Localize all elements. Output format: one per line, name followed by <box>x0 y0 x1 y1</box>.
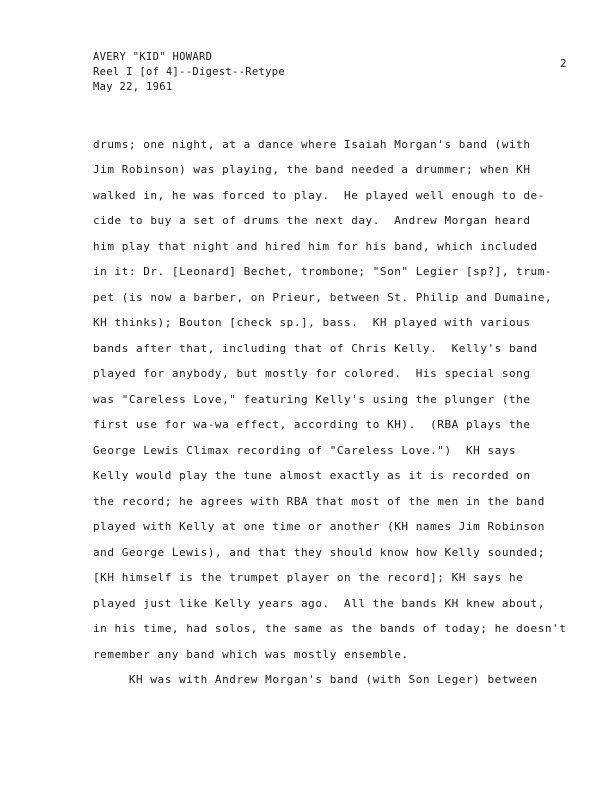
body-line: the record; he agrees with RBA that most of the men in the band <box>93 495 545 508</box>
body-line: walked in, he was forced to play. He played well enough to de- <box>93 189 545 202</box>
body-line: drums; one night, at a dance where Isaiah Morgan's band (with <box>93 138 531 151</box>
body-line: him play that night and hired him for his band, which included <box>93 240 538 253</box>
body-line: in his time, had solos, the same as the bands of today; he doesn't <box>93 622 567 635</box>
header-reel-info: Reel I [of 4]--Digest--Retype <box>93 66 286 78</box>
body-line: KH was with Andrew Morgan's band (with Son Leger) between <box>93 673 538 686</box>
body-line: was "Careless Love," featuring Kelly's using the plunger (the <box>93 393 531 406</box>
body-line: in it: Dr. [Leonard] Bechet, trombone; "Son" Legier [sp?], trum- <box>93 265 553 278</box>
body-line: Kelly would play the tune almost exactly as it is recorded on <box>93 469 531 482</box>
body-line: played with Kelly at one time or another (KH names Jim Robinson <box>93 520 545 533</box>
body-line: and George Lewis), and that they should know how Kelly sounded; <box>93 546 545 559</box>
body-line: [KH himself is the trumpet player on the record]; KH says he <box>93 571 524 584</box>
body-line: played just like Kelly years ago. All the bands KH knew about, <box>93 597 545 610</box>
body-line: George Lewis Climax recording of "Careless Love.") KH says <box>93 444 517 457</box>
body-line: cide to buy a set of drums the next day. Andrew Morgan heard <box>93 214 531 227</box>
body-line: played for anybody, but mostly for colored. His special song <box>93 367 531 380</box>
body-line: bands after that, including that of Chris Kelly. Kelly's band <box>93 342 538 355</box>
header-interviewee: AVERY "KID" HOWARD <box>93 51 213 63</box>
header-date: May 22, 1961 <box>93 81 173 93</box>
body-line: pet (is now a barber, on Prieur, between St. Philip and Dumaine, <box>93 291 553 304</box>
page-number: 2 <box>560 57 567 70</box>
body-line: remember any band which was mostly ensemble. <box>93 648 409 661</box>
document-header <box>93 50 285 95</box>
body-line: KH thinks); Bouton [check sp.], bass. KH played with various <box>93 316 531 329</box>
body-line: Jim Robinson) was playing, the band needed a drummer; when KH <box>93 163 531 176</box>
body-line: first use for wa-wa effect, according to KH). (RBA plays the <box>93 418 531 431</box>
